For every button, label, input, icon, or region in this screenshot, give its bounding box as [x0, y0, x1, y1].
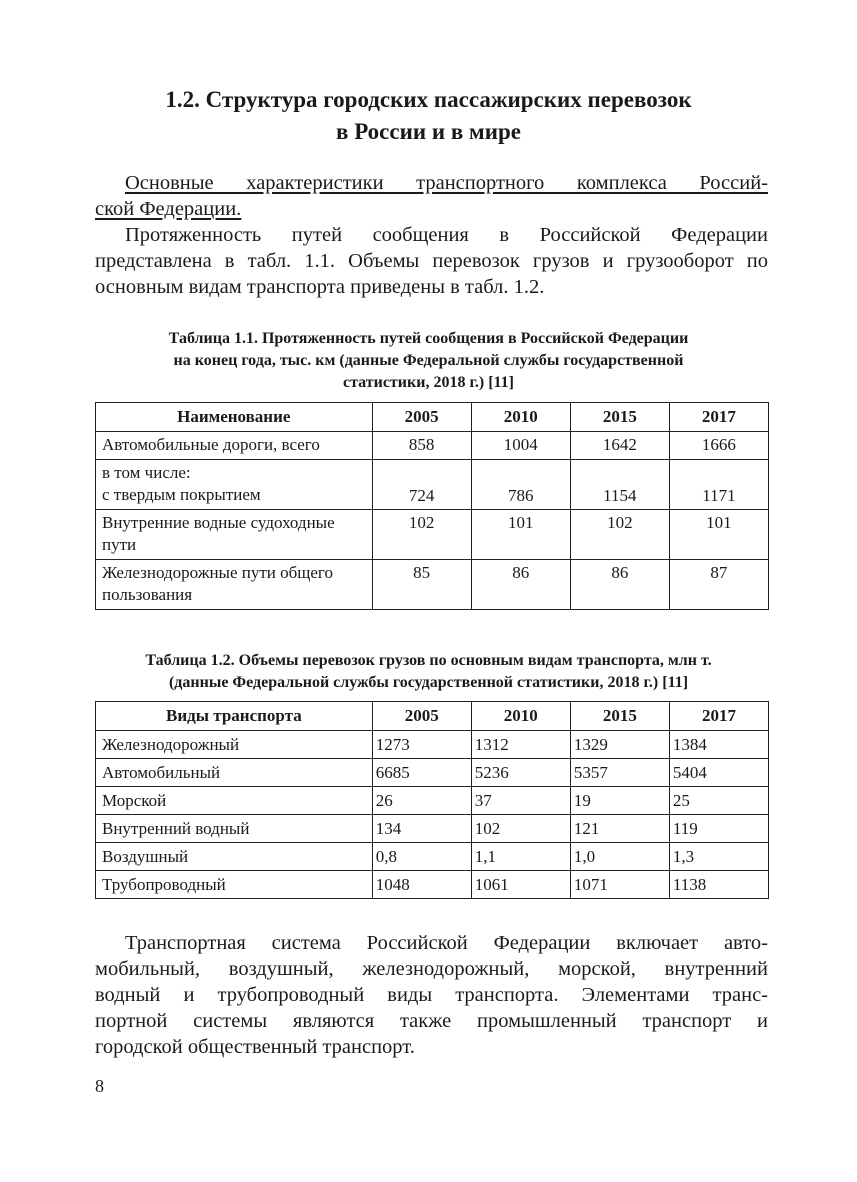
- table1-caption-line-1: Таблица 1.1. Протяженность путей сообщения в Российской Федерации: [168, 330, 689, 347]
- cell-value: 1138: [669, 871, 768, 899]
- cell-value: 101: [471, 510, 570, 560]
- table1: [95, 402, 769, 610]
- table-row: [96, 843, 769, 871]
- table1-header-row: [96, 403, 769, 432]
- table2-header-cell: 2005: [372, 702, 471, 731]
- cell-value: 86: [570, 560, 669, 610]
- row-label: Морской: [96, 787, 373, 815]
- table-row: [96, 871, 769, 899]
- cell-value: 86: [471, 560, 570, 610]
- cell-value: 1329: [570, 731, 669, 759]
- section-heading-line-1: 1.2. Структура городских пассажирских перевозок: [165, 87, 692, 112]
- table2-caption-line-1: Таблица 1.2. Объемы перевозок грузов по основным видам транспорта, млн т.: [145, 652, 712, 669]
- row-label: Внутренние водные судоходные пути: [96, 510, 373, 560]
- table2-header-cell: 2010: [471, 702, 570, 731]
- cell-value: 1,1: [471, 843, 570, 871]
- cell-value: 1,3: [669, 843, 768, 871]
- row-label: Железнодорожные пути общего пользования: [96, 560, 373, 610]
- row-label: в том числе: с твердым покрытием: [96, 460, 373, 510]
- page-number: 8: [95, 1076, 104, 1096]
- table-row: [96, 815, 769, 843]
- table-row: [96, 432, 769, 460]
- closing-line-4: портной системы являются также промышленный транспорт и: [95, 1010, 768, 1032]
- table1-caption: [60, 328, 797, 394]
- intro-text-line-3: основным видам транспорта приведены в табл. 1.2.: [95, 276, 545, 298]
- closing-line-5: городской общественный транспорт.: [95, 1036, 415, 1058]
- intro-text-line-2: представлена в табл. 1.1. Объемы перевозок грузов и грузооборот по: [95, 250, 768, 272]
- table1-header-cell: 2005: [372, 403, 471, 432]
- cell-value: 25: [669, 787, 768, 815]
- row-label: Трубопроводный: [96, 871, 373, 899]
- cell-value: 1171: [669, 460, 768, 510]
- cell-value: 102: [372, 510, 471, 560]
- row-label: Автомобильные дороги, всего: [96, 432, 373, 460]
- cell-value: 102: [471, 815, 570, 843]
- table-row: [96, 759, 769, 787]
- cell-value: 134: [372, 815, 471, 843]
- table-row: [96, 731, 769, 759]
- table2-header-row: [96, 702, 769, 731]
- section-heading: [0, 84, 857, 148]
- cell-value: 1071: [570, 871, 669, 899]
- cell-value: 1004: [471, 432, 570, 460]
- cell-value: 121: [570, 815, 669, 843]
- table1-header-cell: 2010: [471, 403, 570, 432]
- cell-value: 6685: [372, 759, 471, 787]
- closing-line-3: водный и трубопроводный виды транспорта. Элементами транс-: [95, 984, 768, 1006]
- cell-value: 1642: [570, 432, 669, 460]
- table1-header-cell: Наименование: [96, 403, 373, 432]
- cell-value: 0,8: [372, 843, 471, 871]
- cell-value: 858: [372, 432, 471, 460]
- cell-value: 19: [570, 787, 669, 815]
- table-row: [96, 787, 769, 815]
- table2-header-cell: 2015: [570, 702, 669, 731]
- row-label: Внутренний водный: [96, 815, 373, 843]
- cell-value: 1384: [669, 731, 768, 759]
- cell-value: 101: [669, 510, 768, 560]
- cell-value: 1061: [471, 871, 570, 899]
- intro-underlined-line-1: Основные характеристики транспортного комплекса Россий-: [125, 172, 768, 194]
- cell-value: 786: [471, 460, 570, 510]
- cell-value: 5236: [471, 759, 570, 787]
- closing-paragraph: [95, 930, 768, 1060]
- table1-header-cell: 2015: [570, 403, 669, 432]
- cell-value: 1048: [372, 871, 471, 899]
- cell-value: 87: [669, 560, 768, 610]
- cell-value: 26: [372, 787, 471, 815]
- cell-value: 1,0: [570, 843, 669, 871]
- cell-value: 1312: [471, 731, 570, 759]
- table-row: [96, 510, 769, 560]
- cell-value: 37: [471, 787, 570, 815]
- intro-text-line-1: Протяженность путей сообщения в Российской Федерации: [125, 224, 768, 246]
- row-label: Автомобильный: [96, 759, 373, 787]
- table2: [95, 701, 769, 899]
- table-row: [96, 460, 769, 510]
- cell-value: 85: [372, 560, 471, 610]
- cell-value: 1666: [669, 432, 768, 460]
- table2-caption: [60, 650, 797, 694]
- closing-line-1: Транспортная система Российской Федерации включает авто-: [125, 932, 768, 954]
- cell-value: 102: [570, 510, 669, 560]
- table1-caption-line-3: статистики, 2018 г.) [11]: [343, 374, 514, 391]
- intro-paragraph: [95, 170, 768, 300]
- table2-header-cell: Виды транспорта: [96, 702, 373, 731]
- closing-line-2: мобильный, воздушный, железнодорожный, морской, внутренний: [95, 958, 768, 980]
- cell-value: 1273: [372, 731, 471, 759]
- section-heading-line-2: в России и в мире: [336, 119, 521, 144]
- intro-underlined-line-2: ской Федерации.: [95, 198, 242, 220]
- row-label: Железнодорожный: [96, 731, 373, 759]
- cell-value: 5357: [570, 759, 669, 787]
- table2-caption-line-2: (данные Федеральной службы государственной статистики, 2018 г.) [11]: [168, 674, 689, 691]
- cell-value: 119: [669, 815, 768, 843]
- row-label: Воздушный: [96, 843, 373, 871]
- table1-header-cell: 2017: [669, 403, 768, 432]
- table-row: [96, 560, 769, 610]
- cell-value: 724: [372, 460, 471, 510]
- cell-value: 5404: [669, 759, 768, 787]
- cell-value: 1154: [570, 460, 669, 510]
- table1-caption-line-2: на конец года, тыс. км (данные Федеральной службы государственной: [173, 352, 684, 369]
- table2-header-cell: 2017: [669, 702, 768, 731]
